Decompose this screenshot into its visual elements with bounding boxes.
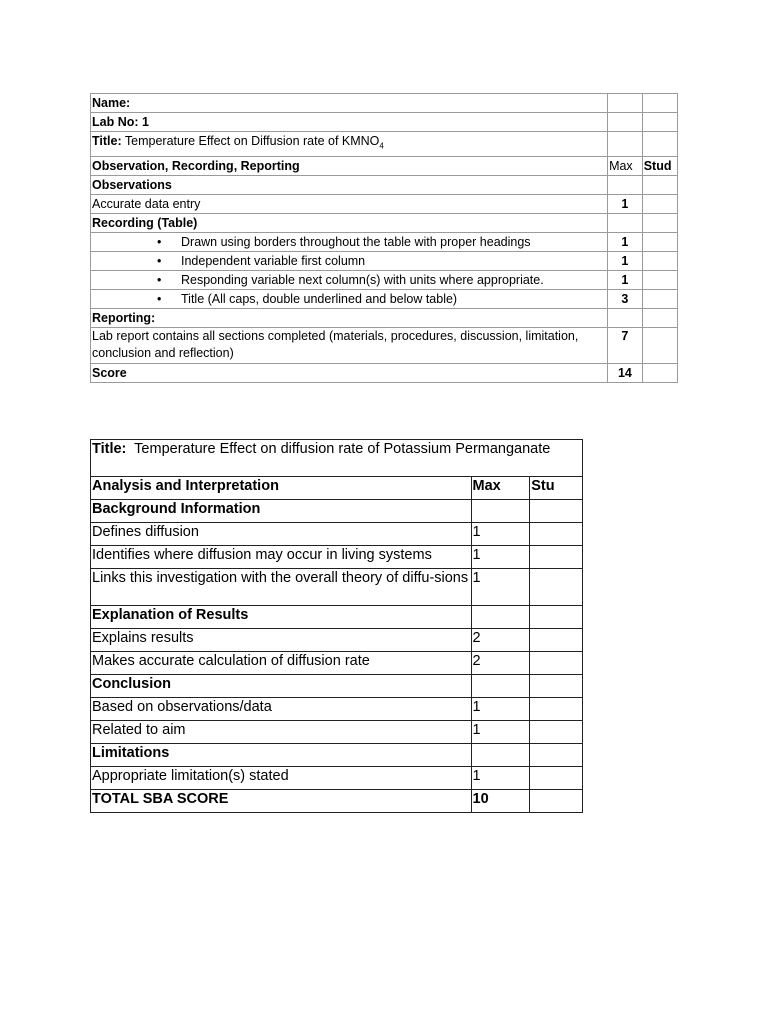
background-heading-row xyxy=(91,500,583,523)
bullet-max: 1 xyxy=(608,251,643,270)
lab-rubric-table xyxy=(90,93,678,383)
analysis-criterion-max: 1 xyxy=(471,698,530,721)
analysis-criterion-row xyxy=(91,569,583,606)
analysis-criterion-max: 1 xyxy=(471,523,530,546)
title-max-cell xyxy=(608,132,643,157)
reporting-heading: Reporting: xyxy=(91,308,608,327)
analysis-criterion-max: 2 xyxy=(471,652,530,675)
criterion-stud-cell[interactable] xyxy=(642,194,677,213)
limitations-max-cell xyxy=(471,744,530,767)
section-header: Observation, Recording, Reporting xyxy=(91,156,608,175)
bullet-row xyxy=(91,232,678,251)
recording-heading: Recording (Table) xyxy=(91,213,608,232)
analysis-criterion-text: Based on observations/data xyxy=(91,698,472,721)
analysis-header-row xyxy=(91,477,583,500)
analysis-header: Analysis and Interpretation xyxy=(91,477,472,500)
analysis-criterion-stu-cell[interactable] xyxy=(530,698,583,721)
conclusion-heading: Conclusion xyxy=(91,675,472,698)
analysis-criterion-max: 1 xyxy=(471,767,530,790)
lab-title-cell xyxy=(91,132,608,157)
score-stud-cell[interactable] xyxy=(642,363,677,382)
analysis-criterion-stu-cell[interactable] xyxy=(530,767,583,790)
bullet-row xyxy=(91,289,678,308)
lab-no-stud-cell[interactable] xyxy=(642,113,677,132)
analysis-criterion-text: Identifies where diffusion may occur in living systems xyxy=(91,546,472,569)
analysis-title-text: Temperature Effect on diffusion rate of Potassium Permanganate xyxy=(126,441,551,457)
analysis-title-cell xyxy=(91,440,583,477)
analysis-criterion-max: 2 xyxy=(471,629,530,652)
reporting-heading-row xyxy=(91,308,678,327)
total-label: TOTAL SBA SCORE xyxy=(91,790,472,813)
bullet-text: Independent variable first column xyxy=(181,253,366,268)
analysis-criterion-stu-cell[interactable] xyxy=(530,629,583,652)
bullet-text: Responding variable next column(s) with units where appropriate. xyxy=(181,272,544,287)
recording-stud-cell[interactable] xyxy=(642,213,677,232)
bullet-stud-cell[interactable] xyxy=(642,270,677,289)
bullet-item xyxy=(91,251,608,270)
analysis-title-row xyxy=(91,440,583,477)
analysis-column-stu-header: Stu xyxy=(530,477,583,500)
title-row xyxy=(91,132,678,157)
analysis-criterion-row xyxy=(91,698,583,721)
analysis-criterion-row xyxy=(91,767,583,790)
explanation-max-cell xyxy=(471,606,530,629)
analysis-criterion-stu-cell[interactable] xyxy=(530,523,583,546)
analysis-criterion-row xyxy=(91,523,583,546)
lab-report-stud-cell[interactable] xyxy=(642,327,677,363)
background-stu-cell[interactable] xyxy=(530,500,583,523)
limitations-heading: Limitations xyxy=(91,744,472,767)
title-text: Temperature Effect on Diffusion rate of KMNO xyxy=(121,134,380,148)
limitations-stu-cell[interactable] xyxy=(530,744,583,767)
analysis-criterion-max: 1 xyxy=(471,721,530,744)
reporting-max-cell xyxy=(608,308,643,327)
analysis-title-label: Title: xyxy=(92,441,127,457)
observations-heading: Observations xyxy=(91,175,608,194)
score-label: Score xyxy=(91,363,608,382)
bullet-text: Title (All caps, double underlined and below table) xyxy=(181,291,458,306)
lab-report-text: Lab report contains all sections completed (materials, procedures, discussion, limitation, conclusion and reflection) xyxy=(91,327,608,363)
bullet-item xyxy=(91,232,608,251)
analysis-criterion-row xyxy=(91,721,583,744)
conclusion-heading-row xyxy=(91,675,583,698)
analysis-criterion-text: Explains results xyxy=(91,629,472,652)
bullet-stud-cell[interactable] xyxy=(642,289,677,308)
observations-heading-row xyxy=(91,175,678,194)
analysis-criterion-stu-cell[interactable] xyxy=(530,546,583,569)
bullet-icon: • xyxy=(157,272,162,287)
column-stud-header: Stud xyxy=(642,156,677,175)
analysis-criterion-row xyxy=(91,546,583,569)
column-max-header: Max xyxy=(608,156,643,175)
total-stu-cell[interactable] xyxy=(530,790,583,813)
total-row xyxy=(91,790,583,813)
bullet-max: 3 xyxy=(608,289,643,308)
criterion-text: Accurate data entry xyxy=(91,194,608,213)
lab-no-max-cell xyxy=(608,113,643,132)
name-max-cell xyxy=(608,94,643,113)
bullet-icon: • xyxy=(157,253,162,268)
reporting-stud-cell[interactable] xyxy=(642,308,677,327)
analysis-criterion-row xyxy=(91,629,583,652)
analysis-criterion-stu-cell[interactable] xyxy=(530,569,583,606)
conclusion-max-cell xyxy=(471,675,530,698)
bullet-icon: • xyxy=(157,234,162,249)
title-label: Title: xyxy=(92,134,122,148)
bullet-item xyxy=(91,270,608,289)
conclusion-stu-cell[interactable] xyxy=(530,675,583,698)
score-max: 14 xyxy=(608,363,643,382)
recording-max-cell xyxy=(608,213,643,232)
section-header-row xyxy=(91,156,678,175)
limitations-heading-row xyxy=(91,744,583,767)
lab-no-row xyxy=(91,113,678,132)
name-stud-cell[interactable] xyxy=(642,94,677,113)
bullet-item xyxy=(91,289,608,308)
total-max: 10 xyxy=(471,790,530,813)
bullet-stud-cell[interactable] xyxy=(642,251,677,270)
title-stud-cell[interactable] xyxy=(642,132,677,157)
analysis-column-max-header: Max xyxy=(471,477,530,500)
bullet-stud-cell[interactable] xyxy=(642,232,677,251)
analysis-rubric-table xyxy=(90,439,583,813)
lab-no-label: Lab No: 1 xyxy=(91,113,608,132)
lab-report-row xyxy=(91,327,678,363)
name-label: Name: xyxy=(91,94,608,113)
analysis-criterion-max: 1 xyxy=(471,569,530,606)
lab-report-max: 7 xyxy=(608,327,643,363)
analysis-criterion-text: Defines diffusion xyxy=(91,523,472,546)
analysis-criterion-text: Links this investigation with the overall theory of diffu-sions xyxy=(91,569,472,606)
recording-heading-row xyxy=(91,213,678,232)
explanation-stu-cell[interactable] xyxy=(530,606,583,629)
score-row xyxy=(91,363,678,382)
analysis-criterion-text: Related to aim xyxy=(91,721,472,744)
bullet-row xyxy=(91,251,678,270)
analysis-criterion-text: Appropriate limitation(s) stated xyxy=(91,767,472,790)
criterion-row xyxy=(91,194,678,213)
analysis-criterion-text: Makes accurate calculation of diffusion rate xyxy=(91,652,472,675)
explanation-heading-row xyxy=(91,606,583,629)
name-row xyxy=(91,94,678,113)
bullet-row xyxy=(91,270,678,289)
background-heading: Background Information xyxy=(91,500,472,523)
analysis-criterion-stu-cell[interactable] xyxy=(530,721,583,744)
bullet-max: 1 xyxy=(608,232,643,251)
analysis-criterion-max: 1 xyxy=(471,546,530,569)
title-subscript: 4 xyxy=(379,141,384,151)
observations-max-cell xyxy=(608,175,643,194)
analysis-criterion-row xyxy=(91,652,583,675)
analysis-criterion-stu-cell[interactable] xyxy=(530,652,583,675)
criterion-max: 1 xyxy=(608,194,643,213)
explanation-heading: Explanation of Results xyxy=(91,606,472,629)
bullet-text: Drawn using borders throughout the table with proper headings xyxy=(181,234,531,249)
bullet-max: 1 xyxy=(608,270,643,289)
observations-stud-cell[interactable] xyxy=(642,175,677,194)
background-max-cell xyxy=(471,500,530,523)
bullet-icon: • xyxy=(157,291,162,306)
